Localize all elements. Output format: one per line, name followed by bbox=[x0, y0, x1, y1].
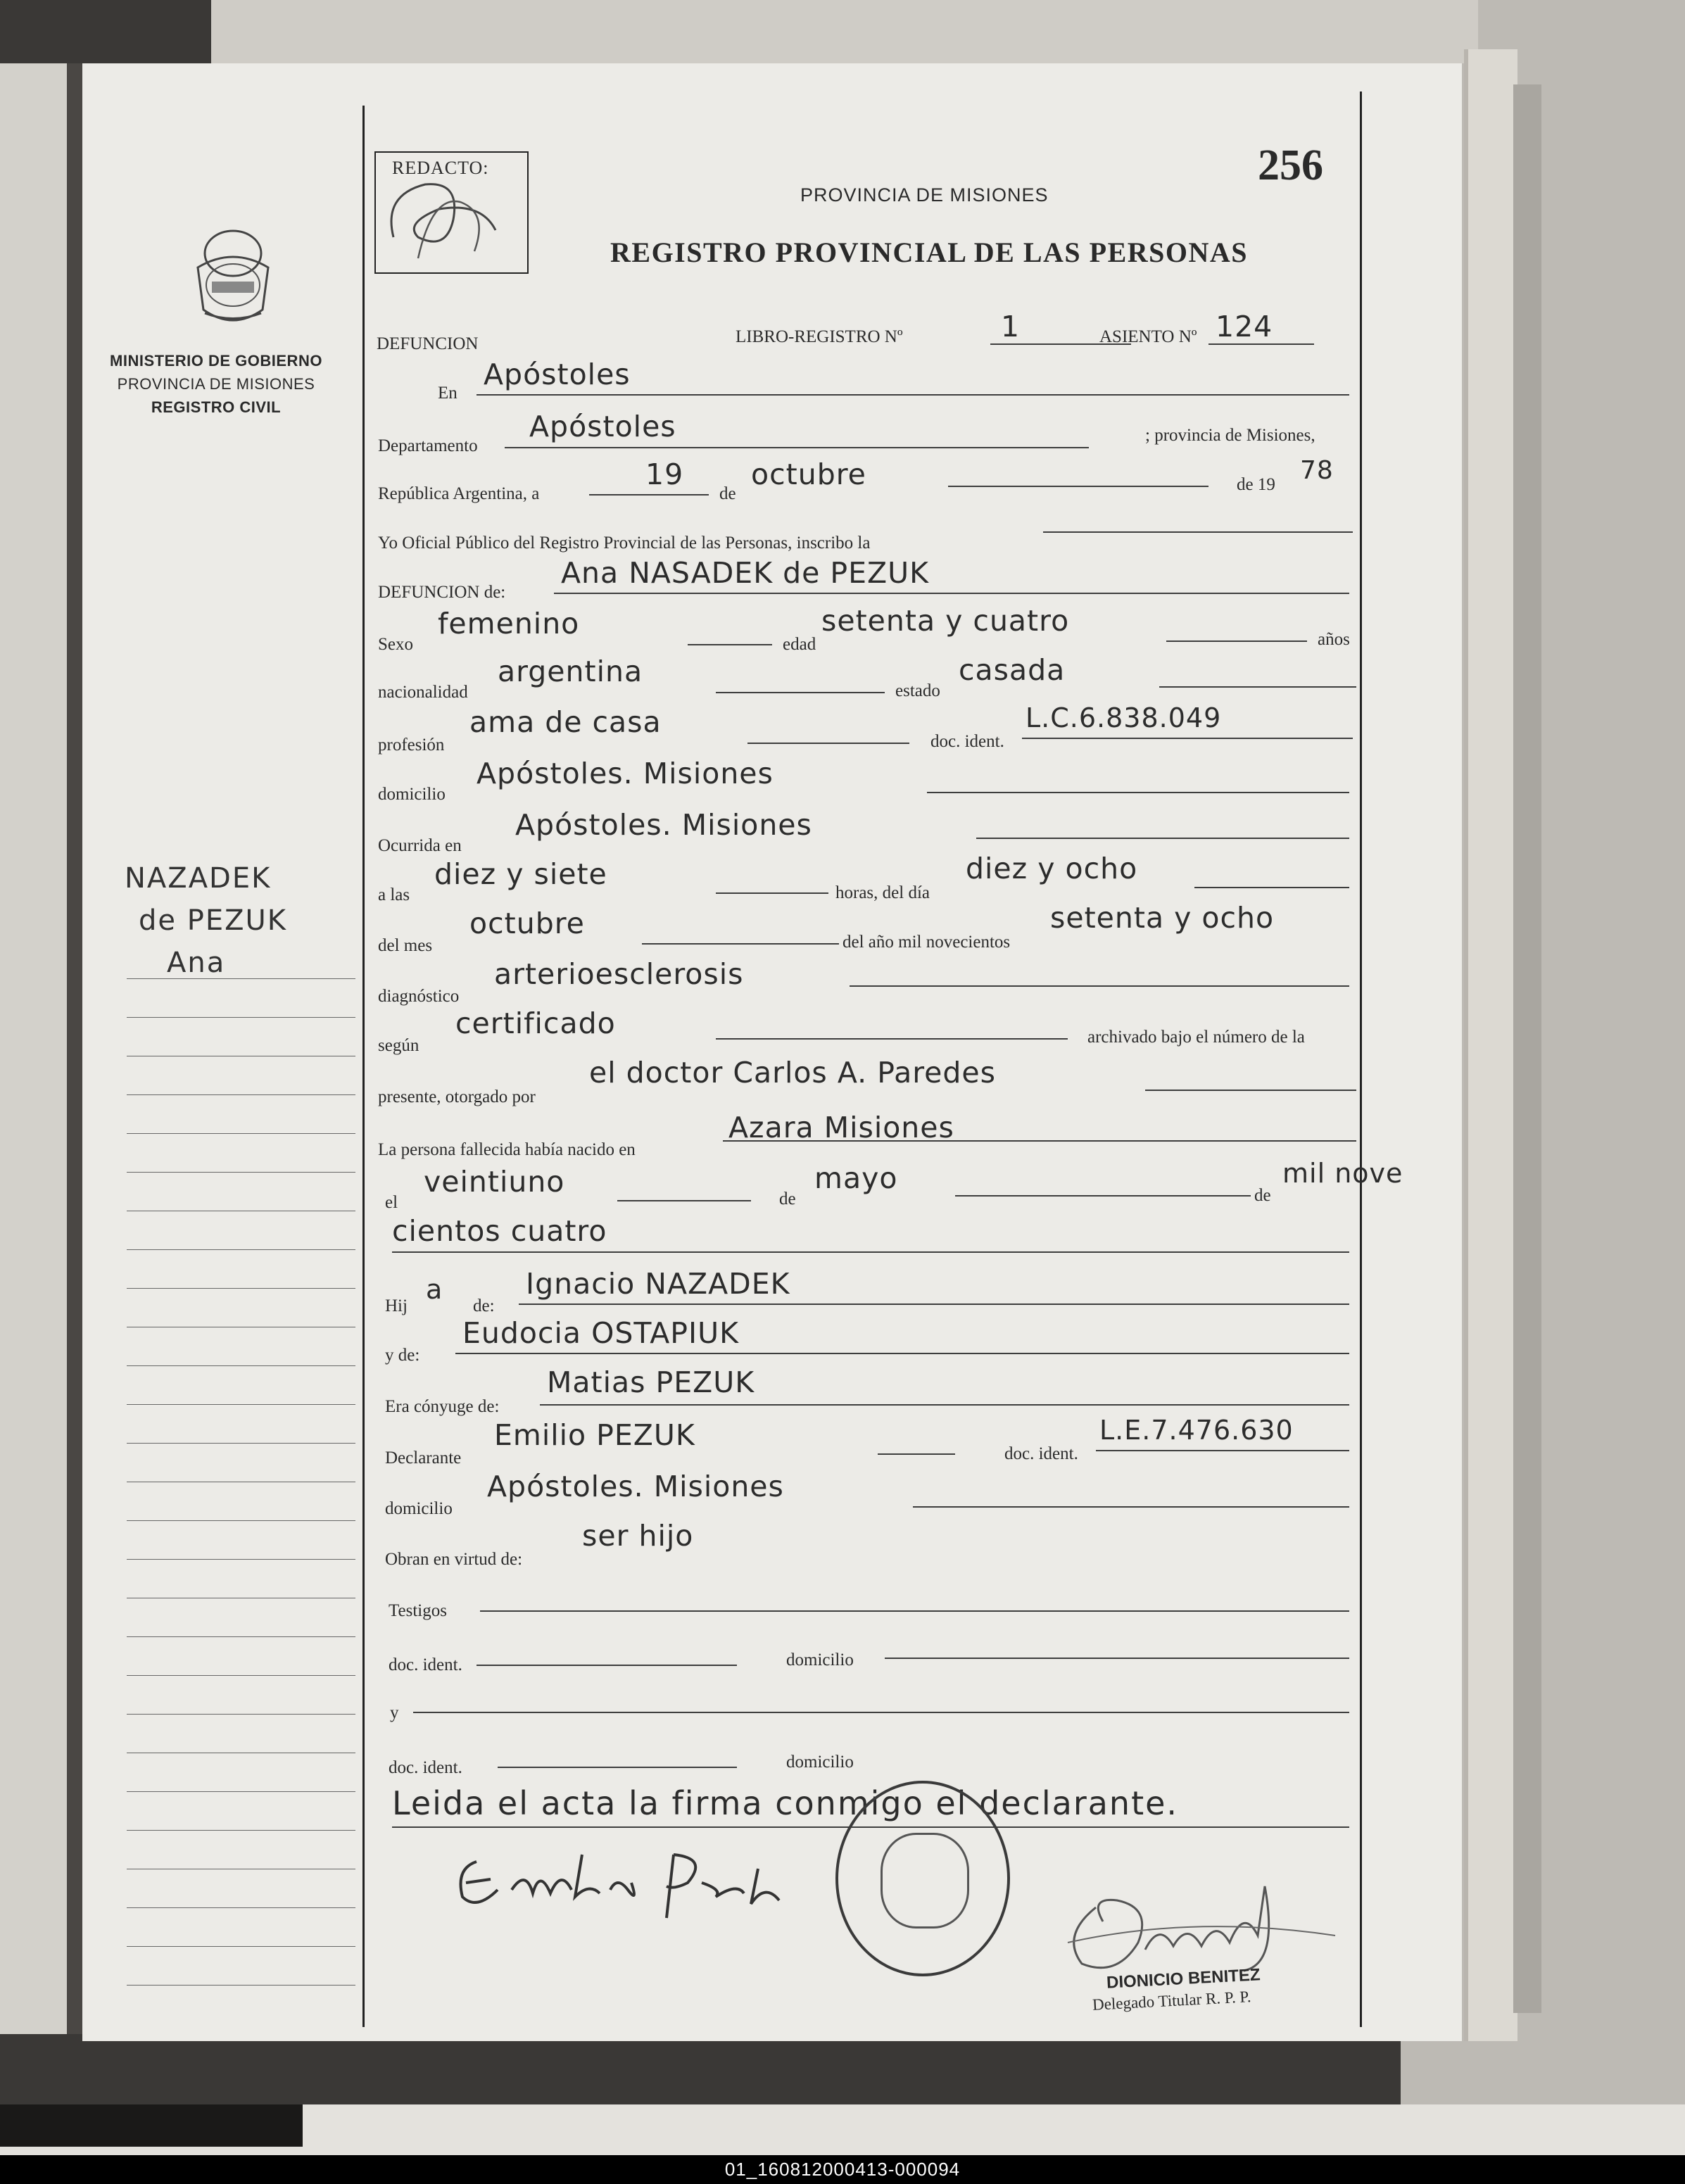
handwritten-value: argentina bbox=[498, 655, 643, 688]
form-label: La persona fallecida había nacido en bbox=[378, 1140, 636, 1159]
margin-rule bbox=[1360, 91, 1362, 2027]
handwritten-value: L.C.6.838.049 bbox=[1025, 702, 1222, 733]
form-label: del año mil novecientos bbox=[842, 933, 1011, 952]
form-label: ; provincia de Misiones, bbox=[1145, 426, 1315, 445]
book-cover-edge bbox=[1513, 84, 1541, 2013]
handwritten-value: Matias PEZUK bbox=[547, 1365, 755, 1399]
handwritten-value: octubre bbox=[751, 457, 866, 491]
ministry-line: REGISTRO CIVIL bbox=[151, 398, 282, 416]
ministry-line: MINISTERIO DE GOBIERNO bbox=[110, 352, 322, 370]
form-label: DEFUNCION de: bbox=[378, 583, 506, 602]
handwritten-value: octubre bbox=[469, 907, 585, 940]
margin-note: de PEZUK bbox=[139, 904, 288, 937]
form-label: Ocurrida en bbox=[378, 836, 462, 855]
handwritten-value: diez y ocho bbox=[966, 852, 1138, 885]
form-label: doc. ident. bbox=[389, 1758, 462, 1777]
official-stamp bbox=[835, 1781, 1010, 1976]
form-label: Testigos bbox=[389, 1601, 447, 1620]
handwritten-value: mayo bbox=[814, 1161, 898, 1195]
handwritten-value: L.E.7.476.630 bbox=[1099, 1415, 1294, 1446]
form-label: domicilio bbox=[378, 785, 446, 804]
form-label: En bbox=[438, 384, 457, 403]
document-page bbox=[82, 63, 1462, 2041]
handwritten-value: cientos cuatro bbox=[392, 1214, 607, 1248]
form-label: edad bbox=[783, 635, 816, 654]
form-label: de bbox=[719, 484, 736, 503]
form-label: archivado bajo el número de la bbox=[1087, 1028, 1305, 1047]
form-label: doc. ident. bbox=[930, 732, 1004, 751]
form-label: a las bbox=[378, 885, 410, 904]
handwritten-value: Ana NASADEK de PEZUK bbox=[561, 556, 930, 590]
form-label: nacionalidad bbox=[378, 683, 468, 702]
handwritten-value: 1 bbox=[1001, 310, 1021, 343]
form-label: Hij bbox=[385, 1296, 408, 1315]
book-spine bbox=[67, 63, 82, 2034]
handwritten-value: Apóstoles. Misiones bbox=[487, 1470, 784, 1503]
form-label: Sexo bbox=[378, 635, 413, 654]
form-label: doc. ident. bbox=[389, 1655, 462, 1674]
form-label: profesión bbox=[378, 736, 445, 755]
handwritten-value: Emilio PEZUK bbox=[494, 1418, 695, 1452]
margin-note: Ana bbox=[167, 947, 226, 979]
closing-statement: Leida el acta la firma conmigo el declarante. bbox=[392, 1784, 1179, 1822]
handwritten-value: Apóstoles bbox=[484, 358, 631, 391]
left-facing-page bbox=[0, 63, 67, 2034]
handwritten-value: 19 bbox=[645, 457, 684, 491]
form-label: años bbox=[1318, 630, 1350, 649]
form-label: DEFUNCION bbox=[377, 334, 479, 353]
form-label: del mes bbox=[378, 936, 433, 955]
form-label: presente, otorgado por bbox=[378, 1087, 536, 1106]
handwritten-value: diez y siete bbox=[434, 857, 607, 891]
coat-of-arms-seal bbox=[187, 225, 279, 331]
form-label: de bbox=[779, 1189, 796, 1208]
handwritten-value: a bbox=[426, 1274, 443, 1305]
page-number: 256 bbox=[1258, 141, 1323, 189]
form-label: y de: bbox=[385, 1346, 420, 1365]
form-label: según bbox=[378, 1036, 419, 1055]
form-label: de 19 bbox=[1237, 475, 1275, 494]
province-heading: PROVINCIA DE MISIONES bbox=[800, 184, 1049, 206]
form-label: el bbox=[385, 1193, 398, 1212]
form-label: Departamento bbox=[378, 436, 478, 455]
official-name: DIONICIO BENITEZ bbox=[1106, 1965, 1261, 1993]
backdrop bbox=[211, 0, 1478, 63]
handwritten-value: 124 bbox=[1216, 310, 1273, 343]
margin-note: NAZADEK bbox=[125, 862, 272, 895]
form-label: domicilio bbox=[786, 1753, 854, 1772]
form-label: República Argentina, a bbox=[378, 484, 540, 503]
form-label: Declarante bbox=[385, 1448, 462, 1467]
handwritten-value: setenta y ocho bbox=[1050, 901, 1275, 935]
form-label: estado bbox=[895, 681, 940, 700]
handwritten-value: Apóstoles bbox=[529, 410, 676, 443]
handwritten-value: el doctor Carlos A. Paredes bbox=[589, 1056, 997, 1090]
page-edges bbox=[1464, 49, 1517, 2041]
redacto-label: REDACTO: bbox=[392, 158, 489, 178]
handwritten-value: Apóstoles. Misiones bbox=[477, 757, 774, 790]
form-label: diagnóstico bbox=[378, 987, 460, 1006]
handwritten-value: certificado bbox=[455, 1006, 616, 1040]
official-title: Delegado Titular R. P. P. bbox=[1092, 1988, 1252, 2014]
handwritten-value: Eudocia OSTAPIUK bbox=[462, 1316, 740, 1350]
image-id-footer: 01_160812000413-000094 bbox=[0, 2155, 1685, 2184]
handwritten-value: Azara Misiones bbox=[728, 1111, 954, 1144]
handwritten-value: 78 bbox=[1300, 456, 1334, 485]
handwritten-value: Ignacio NAZADEK bbox=[526, 1267, 790, 1301]
form-label: domicilio bbox=[385, 1499, 453, 1518]
form-label: doc. ident. bbox=[1004, 1444, 1078, 1463]
handwritten-value: ser hijo bbox=[582, 1519, 694, 1553]
form-label: domicilio bbox=[786, 1650, 854, 1669]
handwritten-value: casada bbox=[959, 653, 1066, 687]
margin-rule bbox=[362, 106, 365, 2027]
handwritten-value: veintiuno bbox=[424, 1165, 565, 1199]
registry-heading: REGISTRO PROVINCIAL DE LAS PERSONAS bbox=[610, 236, 1249, 268]
handwritten-value: femenino bbox=[438, 607, 580, 640]
handwritten-value: ama de casa bbox=[469, 705, 662, 739]
form-label: ASIENTO Nº bbox=[1099, 327, 1197, 346]
form-label: Yo Oficial Público del Registro Provincial de las Personas, inscribo la bbox=[378, 534, 871, 553]
form-label: Obran en virtud de: bbox=[385, 1550, 523, 1569]
form-label: LIBRO-REGISTRO Nº bbox=[736, 327, 903, 346]
handwritten-value: arterioesclerosis bbox=[494, 957, 744, 991]
form-label: Era cónyuge de: bbox=[385, 1397, 500, 1416]
form-label: horas, del día bbox=[835, 883, 930, 902]
handwritten-value: Apóstoles. Misiones bbox=[515, 808, 812, 842]
declarant-signature bbox=[448, 1841, 814, 1929]
form-label: y bbox=[390, 1703, 399, 1722]
form-label: de bbox=[1254, 1186, 1271, 1205]
handwritten-value: mil nove bbox=[1282, 1158, 1403, 1189]
ministry-line: PROVINCIA DE MISIONES bbox=[117, 375, 315, 393]
form-label: de: bbox=[473, 1296, 495, 1315]
handwritten-value: setenta y cuatro bbox=[821, 604, 1070, 638]
